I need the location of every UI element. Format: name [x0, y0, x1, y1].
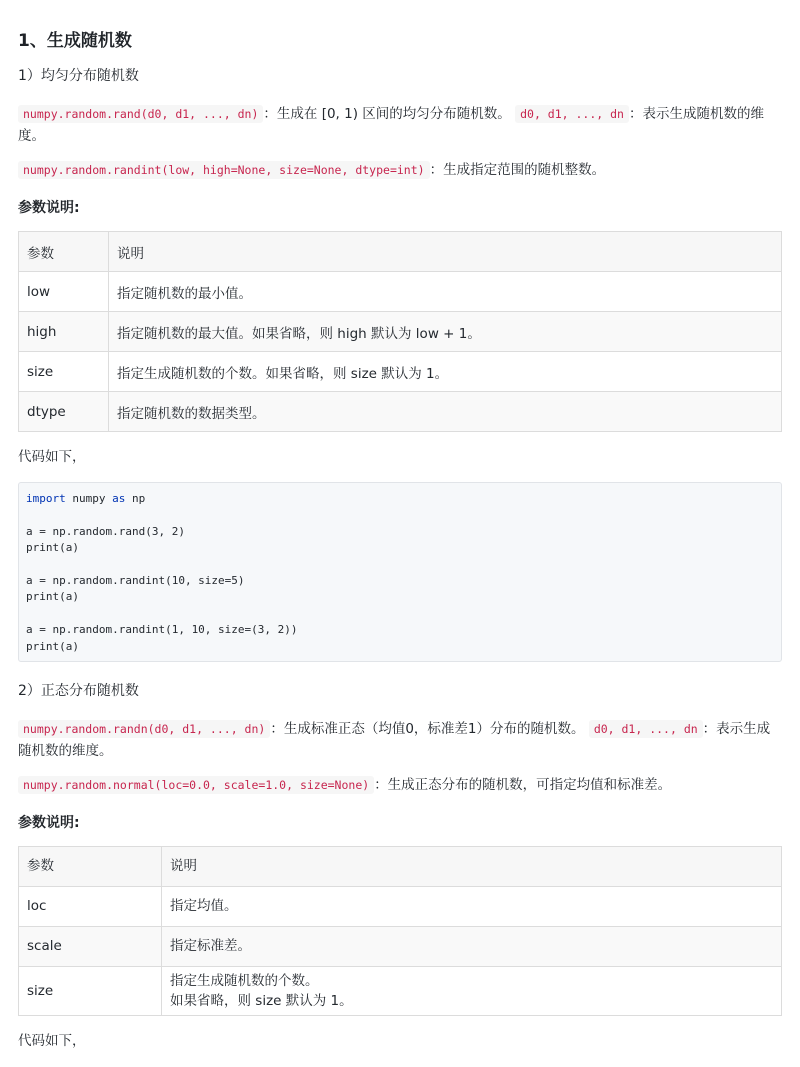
table-header-cell: 说明 — [109, 232, 782, 272]
table-row — [19, 392, 782, 432]
randn-desc: ：生成标准正态（均值0，标准差1）分布的随机数。 — [270, 720, 585, 737]
table-row — [19, 352, 782, 392]
randn-paragraph — [18, 718, 782, 762]
table-cell-param: dtype — [19, 392, 109, 432]
params-heading-1: 参数说明: — [18, 200, 80, 216]
table-row — [19, 966, 782, 1015]
table-cell-param: size — [19, 352, 109, 392]
table-cell-desc: 指定随机数的数据类型。 — [109, 392, 782, 432]
code-keyword: as — [112, 492, 126, 505]
code-intro-1: 代码如下， — [18, 449, 86, 465]
table-row — [19, 886, 782, 926]
randn-code: numpy.random.randn(d0, d1, ..., dn) — [18, 720, 270, 738]
table-cell-line: 如果省略，则 size 默认为 1。 — [170, 992, 353, 1009]
code-text: numpy — [65, 492, 113, 505]
code-blank-line — [26, 557, 774, 573]
code-line — [26, 491, 774, 507]
rand-dims-desc: ：表示生成随机数的维度。 — [18, 106, 764, 144]
table-row — [19, 926, 782, 966]
table-cell-desc: 指定生成随机数的个数。如果省略，则 size 默认为 1。 — [109, 352, 782, 392]
code-intro-2: 代码如下， — [18, 1032, 86, 1049]
code-line: a = np.random.randint(1, 10, size=(3, 2)) — [26, 623, 298, 637]
randint-code: numpy.random.randint(low, high=None, size=None, dtype=int) — [18, 161, 430, 179]
code-line: a = np.random.randint(10, size=5) — [26, 573, 245, 587]
normal-desc: ：生成正态分布的随机数，可指定均值和标准差。 — [374, 776, 672, 793]
subsection-normal: 2）正态分布随机数 — [18, 682, 139, 699]
table-header-cell: 说明 — [162, 846, 782, 886]
table-header-cell: 参数 — [19, 232, 109, 272]
table-cell-param: size — [19, 966, 162, 1015]
table-cell-param: loc — [19, 886, 162, 926]
code-text: np — [125, 492, 146, 505]
params-table-1 — [18, 231, 782, 432]
randn-dims-code: d0, d1, ..., dn — [589, 720, 703, 738]
code-block — [18, 482, 782, 662]
page-title: 1、生成随机数 — [18, 31, 132, 51]
table-header-row — [19, 232, 782, 272]
table-row — [19, 312, 782, 352]
table-header-cell: 参数 — [19, 846, 162, 886]
code-blank-line — [26, 507, 774, 523]
params-table-2 — [18, 846, 782, 1016]
table-cell-line: 指定生成随机数的个数。 — [170, 972, 319, 989]
rand-desc: ：生成在 [0, 1) 区间的均匀分布随机数。 — [263, 106, 511, 122]
randn-dims-desc: ：表示生成随机数的维度。 — [18, 720, 771, 759]
table-cell-desc — [162, 966, 782, 1015]
code-keyword: import — [26, 492, 66, 505]
table-cell-desc: 指定标准差。 — [162, 926, 782, 966]
table-cell-param: low — [19, 272, 109, 312]
table-cell-param: scale — [19, 926, 162, 966]
rand-code: numpy.random.rand(d0, d1, ..., dn) — [18, 105, 263, 123]
subsection-uniform: 1）均匀分布随机数 — [18, 68, 139, 84]
table-cell-desc: 指定随机数的最大值。如果省略，则 high 默认为 low + 1。 — [109, 312, 782, 352]
code-line: print(a) — [26, 541, 79, 555]
code-line: a = np.random.rand(3, 2) — [26, 524, 185, 538]
code-line: print(a) — [26, 590, 79, 604]
normal-code: numpy.random.normal(loc=0.0, scale=1.0, size=None) — [18, 776, 374, 794]
normal-paragraph — [18, 774, 782, 796]
table-row — [19, 272, 782, 312]
randint-paragraph — [18, 159, 782, 181]
rand-dims-code: d0, d1, ..., dn — [515, 105, 629, 123]
code-blank-line — [26, 606, 774, 622]
table-cell-desc: 指定随机数的最小值。 — [109, 272, 782, 312]
rand-paragraph — [18, 103, 782, 147]
code-line: print(a) — [26, 639, 79, 653]
params-heading-2: 参数说明: — [18, 814, 80, 831]
table-cell-desc: 指定均值。 — [162, 886, 782, 926]
randint-desc: ：生成指定范围的随机整数。 — [429, 162, 606, 178]
table-header-row — [19, 846, 782, 886]
table-cell-param: high — [19, 312, 109, 352]
